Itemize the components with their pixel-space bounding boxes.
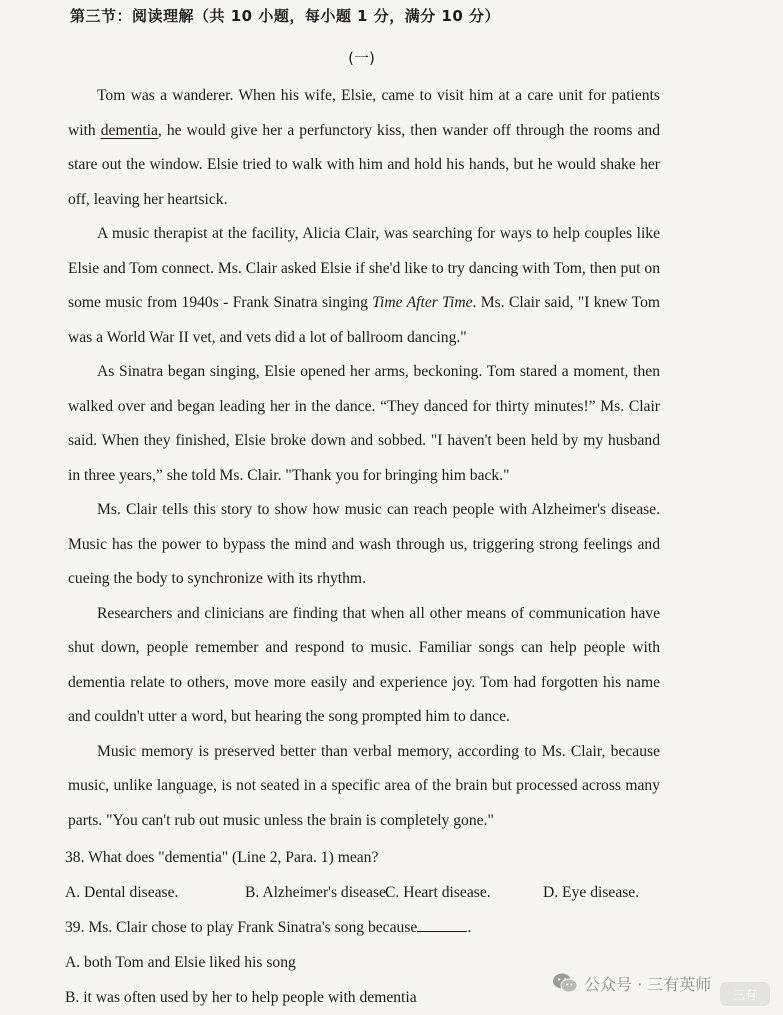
section-header: 第三节：阅读理解（共 10 小题，每小题 1 分，满分 10 分） [70,7,501,25]
question-38-options [65,875,705,910]
paragraph-6: Music memory is preserved better than verbal memory, according to Ms. Clair, because music, unlike language, is not seated in a specific area of the brain but processed across many parts. "You can't rub out music unless the brain is completely gone." [68,742,660,829]
reading-passage [68,79,660,838]
paragraph-1: Tom was a wanderer. When his wife, Elsie, came to visit him at a care unit for patients with dementia, he would give her a perfunctory kiss, then wander off through the rooms and stare out the window. Elsie tried to walk with him and hold his hands, but he would shake her off, leaving her heartsick. [68,87,660,208]
watermark-text: 公众号 · 三有英师 [584,974,712,994]
question-38-stem: 38. What does "dementia" (Line 2, Para. 1) mean? [65,849,379,866]
paragraph-2: A music therapist at the facility, Alicia Clair, was searching for ways to help couples like Elsie and Tom connect. Ms. Clair asked Elsie if she'd like to try dancing with Tom, then put on some music from 1940s - Frank Sinatra singing Time After Time. Ms. Clair said, "I knew Tom was a World War II vet, and vets did a lot of ballroom dancing." [68,225,660,346]
watermark-stamp: 三有 [720,982,770,1006]
watermark [552,968,711,998]
option-38-a: A. Dental disease. [65,884,179,901]
option-39-a: A. both Tom and Elsie liked his song [65,954,296,971]
paragraph-5: Researchers and clinicians are finding that when all other means of communication have shut down, people remember and respond to music. Familiar songs can help people with dementia relate to others, move more easily and experience joy. Tom had forgotten his name and couldn't utter a word, but hearing the song prompted him to dance. [68,604,660,725]
passage-number: (一) [348,49,375,67]
underlined-word-dementia: dementia [100,121,158,139]
wechat-icon [552,972,578,994]
option-39-b: B. it was often used by her to help people with dementia [65,989,417,1006]
option-38-d: D. Eye disease. [543,884,640,901]
paragraph-4: Ms. Clair tells this story to show how music can reach people with Alzheimer's disease. Music has the power to bypass the mind and wash through us, triggering strong feelings and cueing the body to synchronize with its rhythm. [68,501,660,587]
answer-blank [417,917,467,932]
song-title: Time After Time [372,294,473,311]
option-38-b: B. Alzheimer's disease. [245,884,390,901]
option-38-c: C. Heart disease. [385,884,491,901]
paragraph-3: As Sinatra began singing, Elsie opened her arms, beckoning. Tom stared a moment, then walked over and began leading her in the dance. “They danced for thirty minutes!” Ms. Clair said. When they finished, Elsie broke down and sobbed. "I haven't been held by my husband in three years,” she told Ms. Clair. "Thank you for bringing him back." [68,363,660,484]
question-39-stem: 39. Ms. Clair chose to play Frank Sinatra's song because . [65,919,472,936]
